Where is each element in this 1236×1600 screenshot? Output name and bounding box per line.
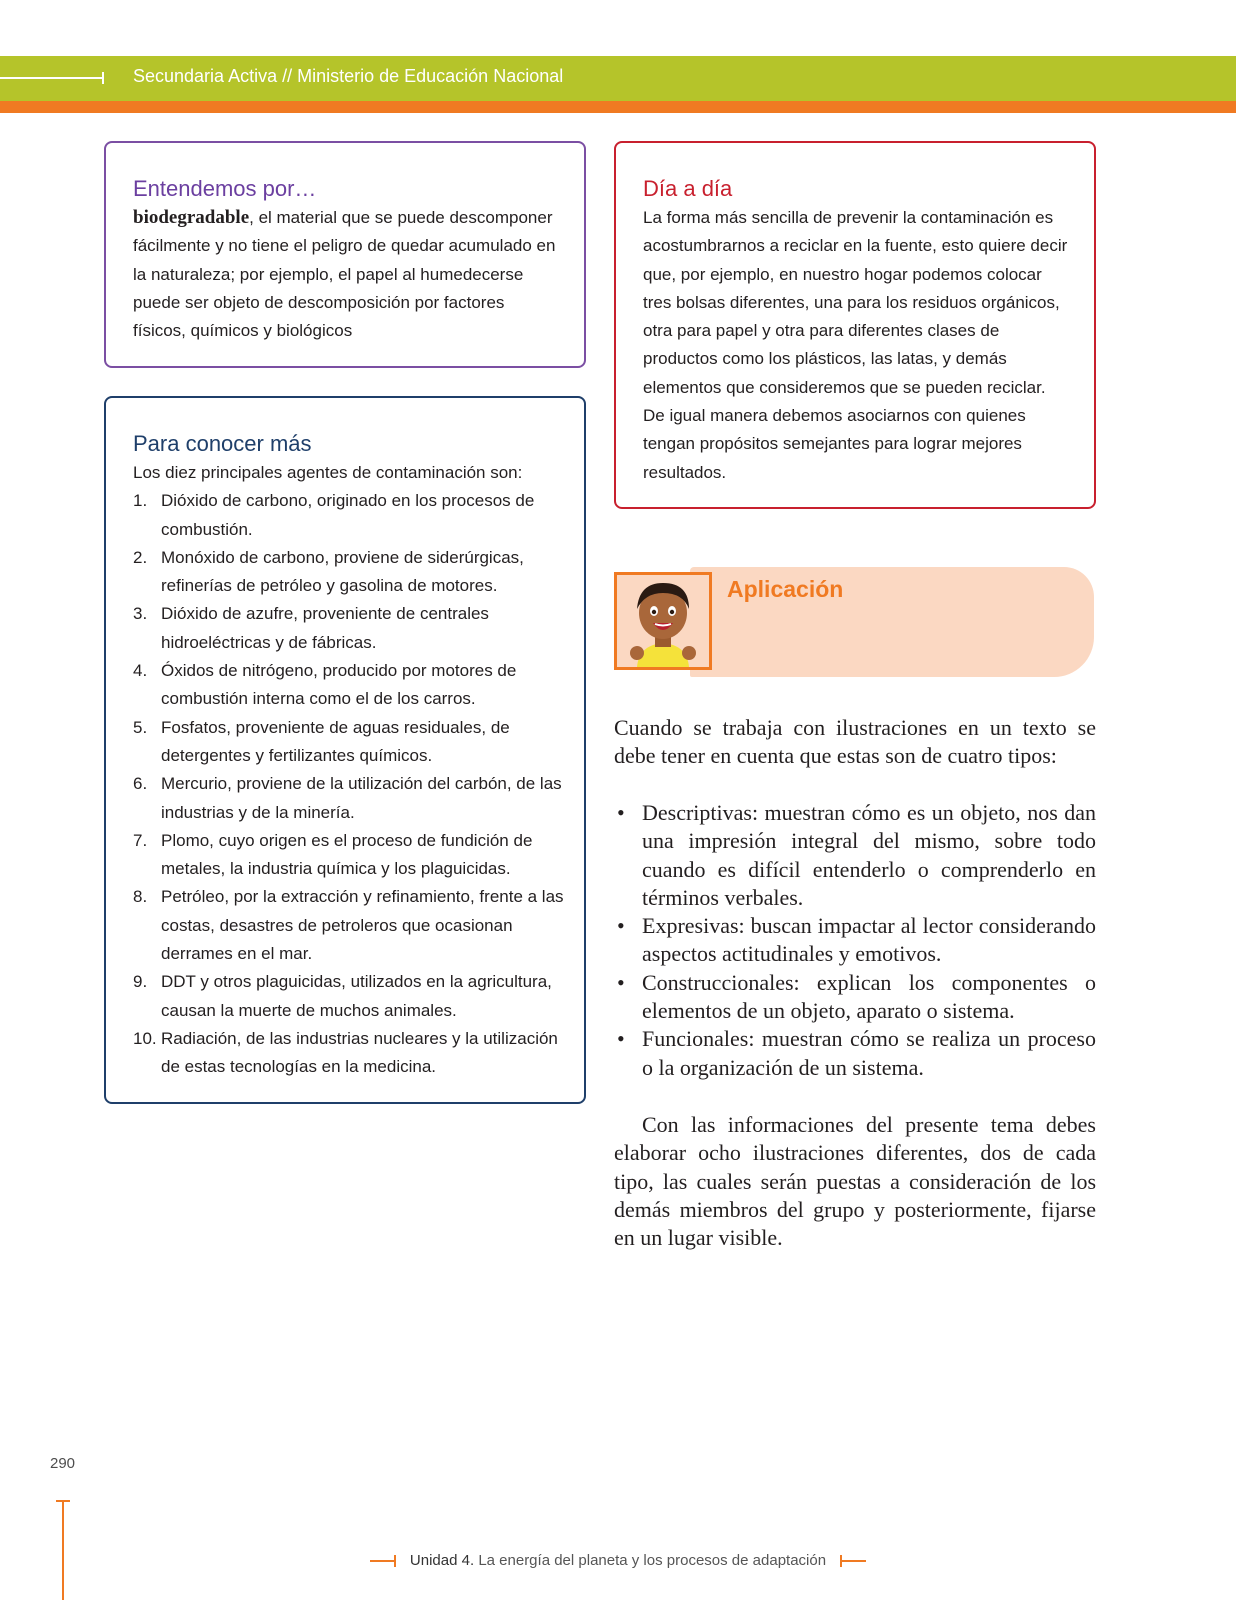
footer-right-rule <box>840 1560 866 1562</box>
day-to-day-box <box>614 141 1096 509</box>
definition-body: , el material que se puede descomponer fácilmente y no tiene el peligro de quedar acumulado en la naturaleza; por ejemplo, el papel al humedecerse puede ser objeto de descomposición por factores físicos, químicos y biológicos <box>133 208 556 341</box>
list-item-number: 8. <box>133 887 148 907</box>
list-item-text: Monóxido de carbono, proviene de siderúrgicas, refinerías de petróleo y gasolina de motores. <box>161 547 524 596</box>
footer-left-rule <box>370 1560 396 1562</box>
application-closing: Con las informaciones del presente tema debes elaborar ocho ilustraciones diferentes, dos de cada tipo, las cuales serán puestas a consideración de los demás miembros del grupo y posteriormente, fijarse en un lugar visible. <box>614 1112 1096 1251</box>
bullet-icon: • <box>617 1026 625 1052</box>
bullet-icon: • <box>617 800 625 825</box>
bullet-icon: • <box>617 969 625 995</box>
bullet-icon: • <box>617 913 625 939</box>
footer <box>0 1552 1236 1569</box>
list-item <box>133 487 564 544</box>
list-item-number: 7. <box>133 830 148 850</box>
list-item <box>133 968 564 1025</box>
list-item-number: 9. <box>133 972 148 992</box>
list-item-text: Funcionales: muestran cómo se realiza un proceso o la organización de un sistema. <box>642 1026 1096 1080</box>
definition-term: biodegradable <box>133 207 250 228</box>
list-item-number: 3. <box>133 604 148 624</box>
list-item-text: Construccionales: explican los componentes o elementos de un objeto, aparato o sistema. <box>642 969 1096 1024</box>
learn-more-title: Para conocer más <box>133 431 312 456</box>
footer-unit: Unidad 4. <box>409 1552 475 1569</box>
list-item-text: DDT y otros plaguicidas, utilizados en la agricultura, causan la muerte de muchos animales. <box>161 972 552 1020</box>
definition-title: Entendemos por… <box>133 176 317 201</box>
list-item-text: Dióxido de azufre, proveniente de centrales hidroeléctricas y de fábricas. <box>161 604 489 652</box>
header-accent-stripe <box>0 101 1236 113</box>
pollutants-list <box>133 487 564 1081</box>
list-item <box>614 799 1096 912</box>
application-intro: Cuando se trabaja con ilustraciones en un texto se debe tener en cuenta que estas son de cuatro tipos: <box>614 715 1096 769</box>
list-item-number: 2. <box>133 547 148 567</box>
list-item-text: Petróleo, por la extracción y refinamiento, frente a las costas, desastres de petroleros que ocasionan derrames en el mar. <box>161 887 564 964</box>
list-item-text: Fosfatos, proveniente de aguas residuales, de detergentes y fertilizantes químicos. <box>161 717 510 765</box>
list-item-number: 5. <box>133 717 148 737</box>
list-item-text: Óxidos de nitrógeno, producido por motores de combustión interna como el de los carros. <box>161 661 517 709</box>
list-item-number: 4. <box>133 661 148 681</box>
list-item <box>614 969 1096 1026</box>
student-avatar-icon <box>617 575 709 667</box>
list-item-text: Radiación, de las industrias nucleares y la utilización de estas tecnologías en la medicina. <box>161 1028 558 1077</box>
footer-title: La energía del planeta y los procesos de adaptación <box>478 1552 827 1569</box>
list-item <box>133 714 564 771</box>
list-item-number: 6. <box>133 774 148 794</box>
list-item <box>133 544 564 601</box>
page-line <box>62 1500 64 1600</box>
list-item <box>133 657 564 714</box>
list-item-text: Expresivas: buscan impactar al lector considerando aspectos actitudinales y emotivos. <box>642 913 1096 967</box>
list-item-number: 1. <box>133 491 148 511</box>
list-item <box>133 883 564 968</box>
list-item-number: 10. <box>133 1028 157 1048</box>
list-item <box>614 912 1096 969</box>
learn-more-intro: Los diez principales agentes de contaminación son: <box>133 463 523 482</box>
header-title: Secundaria Activa // Ministerio de Educación Nacional <box>133 66 564 86</box>
page-number: 290 <box>50 1455 76 1472</box>
list-item <box>133 770 564 827</box>
definition-text <box>133 204 558 345</box>
list-item-text: Dióxido de carbono, originado en los procesos de combustión. <box>161 491 535 539</box>
illustration-types-list <box>614 799 1096 1082</box>
day-to-day-title: Día a día <box>643 176 733 201</box>
header-rule-tick <box>102 72 104 84</box>
learn-more-box <box>104 396 586 1104</box>
definition-box <box>104 141 586 368</box>
list-item-text: Descriptivas: muestran cómo es un objeto, nos dan una impresión integral del mismo, sobre todo cuando es difícil entenderlo o comprenderlo en términos verbales. <box>642 800 1096 910</box>
list-item-text: Mercurio, proviene de la utilización del carbón, de las industrias y de la minería. <box>161 774 562 822</box>
list-item <box>133 600 564 657</box>
list-item <box>133 1025 564 1082</box>
day-to-day-text: La forma más sencilla de prevenir la contaminación es acostumbrarnos a reciclar en la fuente, esto quiere decir que, por ejemplo, en nuestro hogar podemos colocar tres bolsas diferentes, una para los residuos orgánicos, otra para papel y otra para diferentes clases de productos como los plásticos, las latas, y demás elementos que consideremos que se pueden reciclar. De igual manera debemos asociarnos con quienes tengan propósitos semejantes para lograr mejores resultados. <box>643 208 1068 482</box>
list-item-text: Plomo, cuyo origen es el proceso de fundición de metales, la industria química y los plaguicidas. <box>161 830 533 879</box>
list-item <box>133 827 564 884</box>
application-title: Aplicación <box>727 576 844 602</box>
list-item <box>614 1025 1096 1082</box>
header-rule <box>0 77 104 79</box>
student-illustration <box>614 572 712 670</box>
